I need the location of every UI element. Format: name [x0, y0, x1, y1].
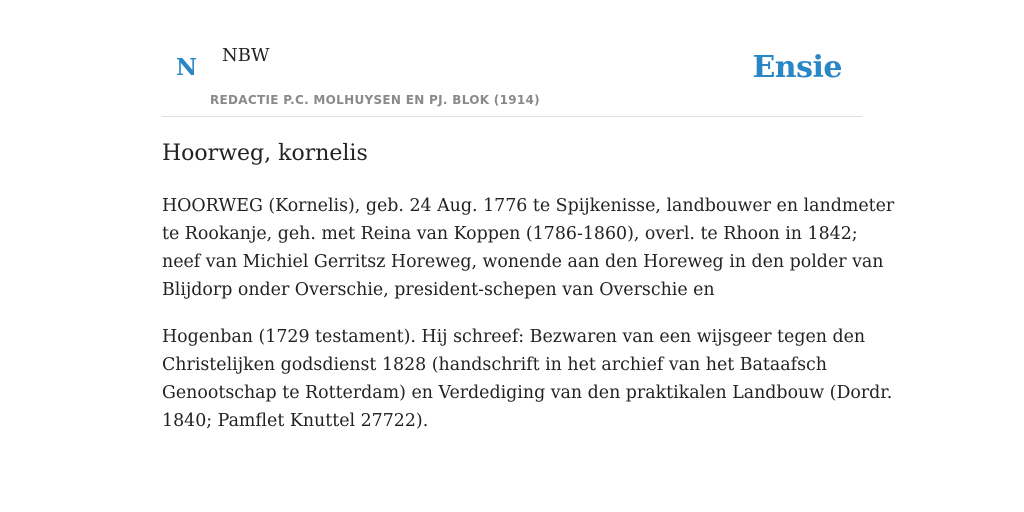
- source-header: [162, 0, 862, 117]
- paragraph-line: HOORWEG (Kornelis), geb. 24 Aug. 1776 te Spijkenisse, landbouwer en landmeter: [162, 196, 895, 216]
- paragraph-line: 1840; Pamflet Knuttel 27722).: [162, 411, 429, 431]
- brand-logo[interactable]: Ensie: [752, 50, 842, 85]
- paragraph-line: neef van Michiel Gerritsz Horeweg, wonende aan den Horeweg in den polder van: [162, 252, 884, 272]
- article-paragraph: [162, 192, 895, 304]
- paragraph-line: te Rookanje, geh. met Reina van Koppen (1786-1860), overl. te Rhoon in 1842;: [162, 224, 858, 244]
- article: [162, 138, 895, 435]
- paragraph-line: Hogenban (1729 testament). Hij schreef: Bezwaren van een wijsgeer tegen den: [162, 327, 866, 347]
- source-name[interactable]: NBW: [222, 45, 270, 66]
- paragraph-line: Genootschap te Rotterdam) en Verdediging van den praktikalen Landbouw (Dordr.: [162, 383, 893, 403]
- source-logo-icon[interactable]: N: [176, 54, 198, 81]
- paragraph-line: Christelijken godsdienst 1828 (handschrift in het archief van het Bataafsch: [162, 355, 827, 375]
- article-paragraph: [162, 323, 893, 435]
- source-credit: REDACTIE P.C. MOLHUYSEN EN PJ. BLOK (1914): [210, 93, 540, 107]
- article-title: Hoorweg, kornelis: [162, 141, 368, 166]
- paragraph-line: Blijdorp onder Overschie, president-schepen van Overschie en: [162, 280, 715, 300]
